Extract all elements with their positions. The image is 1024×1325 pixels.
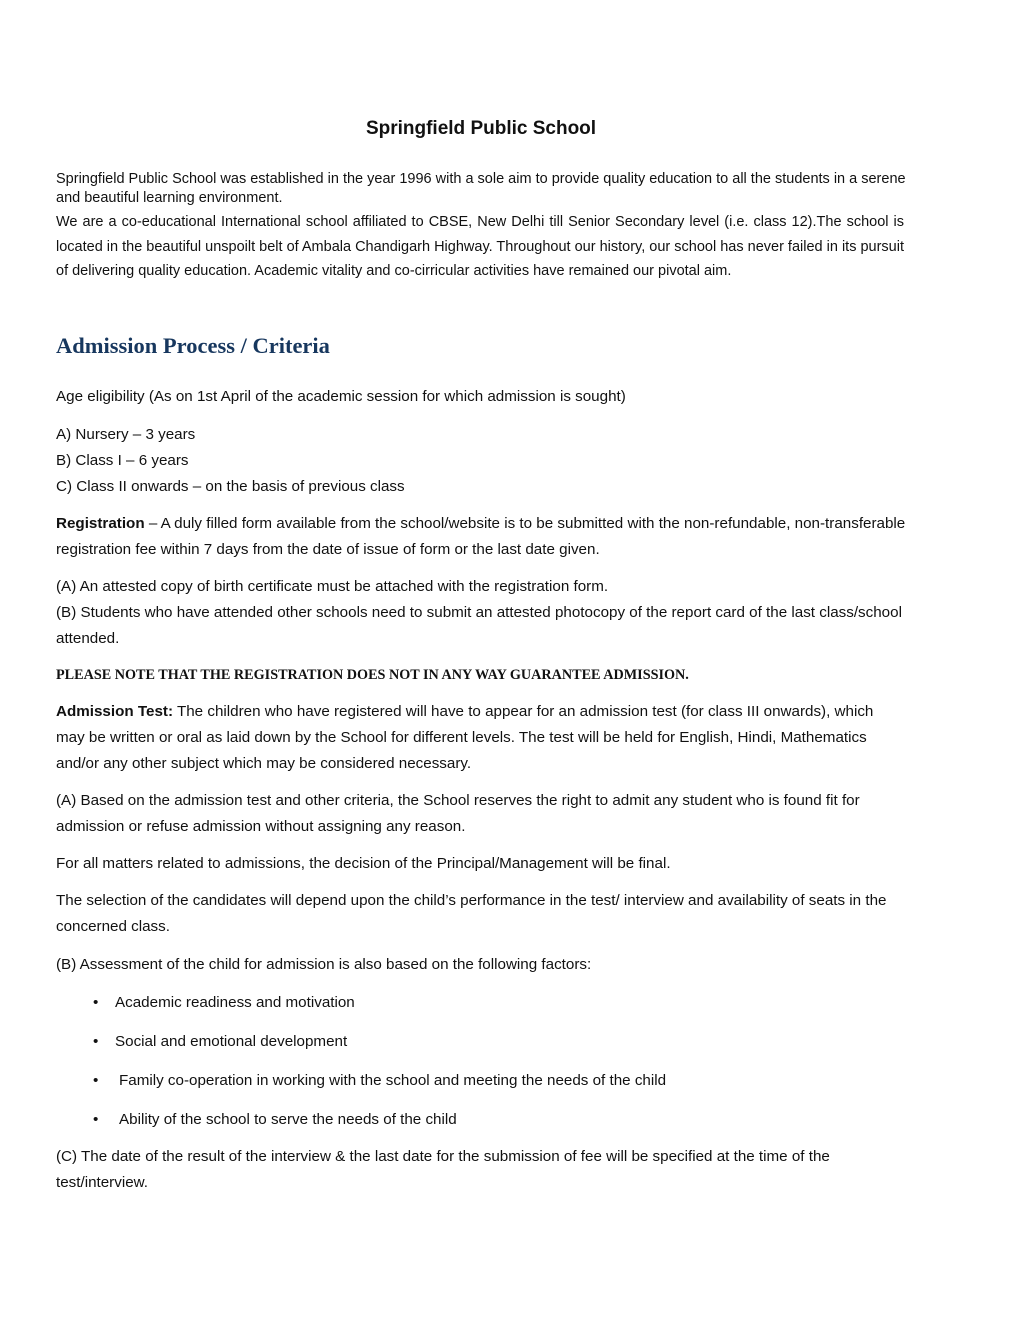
paragraph-a: (A) Based on the admission test and other criteria, the School reserves the right to admit any student who is found fit for admission or refuse admission without assigning any reason. — [56, 792, 860, 835]
list-item — [56, 1107, 906, 1146]
paragraph-b: (B) Assessment of the child for admission is also based on the following factors: — [56, 956, 592, 973]
age-eligibility-text: Age eligibility (As on 1st April of the academic session for which admission is sought) — [56, 388, 626, 405]
intro-paragraph-1: Springfield Public School was established in the year 1996 with a sole aim to provide quality education to all the students in a serene and beautiful learning environment. — [56, 171, 906, 206]
section-heading: Admission Process / Criteria — [56, 333, 330, 358]
admission-test-label: Admission Test: — [56, 703, 174, 720]
document-item: (A) An attested copy of birth certificate must be attached with the registration form. — [56, 578, 609, 595]
registration-text: – A duly filled form available from the school/website is to be submitted with the non-refundable, non-transferable registration fee within 7 days from the date of issue of form or the last date given. — [56, 515, 906, 558]
bullet-icon: • — [93, 994, 99, 1011]
list-item: C) Class II onwards – on the basis of previous class — [56, 478, 405, 495]
bullet-icon: • — [93, 1111, 99, 1128]
list-item: A) Nursery – 3 years — [56, 426, 196, 443]
bullet-icon: • — [93, 1072, 99, 1089]
list-item-text: Family co-operation in working with the school and meeting the needs of the child — [119, 1072, 667, 1089]
documents-paragraph — [56, 574, 906, 652]
guarantee-note: PLEASE NOTE THAT THE REGISTRATION DOES NOT IN ANY WAY GUARANTEE ADMISSION. — [56, 667, 689, 683]
factors-list — [56, 990, 906, 1146]
list-item-text: Academic readiness and motivation — [115, 994, 355, 1011]
paragraph-c: (C) The date of the result of the interview & the last date for the submission of fee will be specified at the time of the test/interview. — [56, 1148, 830, 1191]
page-title: Springfield Public School — [365, 118, 597, 139]
admission-test-text: The children who have registered will have to appear for an admission test (for class III onwards), which may be written or oral as laid down by the School for different levels. The test will be held for English, Hindi, Mathematics and/or any other subject which may be considered necessary. — [56, 703, 874, 772]
list-item — [56, 1068, 906, 1107]
registration-paragraph — [56, 511, 906, 563]
final-decision-paragraph: For all matters related to admissions, the decision of the Principal/Management will be final. — [56, 855, 671, 872]
intro-paragraph-2: We are a co-educational International school affiliated to CBSE, New Delhi till Senior Secondary level (i.e. class 12).The school is located in the beautiful unspoilt belt of Ambala Chandigarh Highway. Throughout our history, our school has never failed in its pursuit of delivering quality education. Academic vitality and co-cirricular activities have remained our pivotal aim. — [56, 214, 904, 280]
selection-paragraph: The selection of the candidates will depend upon the child’s performance in the test/ interview and availability of seats in the concerned class. — [56, 892, 887, 935]
list-item-text: Ability of the school to serve the needs of the child — [119, 1111, 457, 1128]
age-eligibility-list — [56, 422, 906, 500]
registration-label: Registration — [56, 515, 145, 532]
list-item — [56, 990, 906, 1029]
list-item-text: Social and emotional development — [115, 1033, 348, 1050]
bullet-icon: • — [93, 1033, 99, 1050]
list-item — [56, 1029, 906, 1068]
admission-test-paragraph — [56, 699, 906, 777]
list-item: B) Class I – 6 years — [56, 452, 189, 469]
document-item: (B) Students who have attended other schools need to submit an attested photocopy of the report card of the last class/school attended. — [56, 604, 902, 647]
